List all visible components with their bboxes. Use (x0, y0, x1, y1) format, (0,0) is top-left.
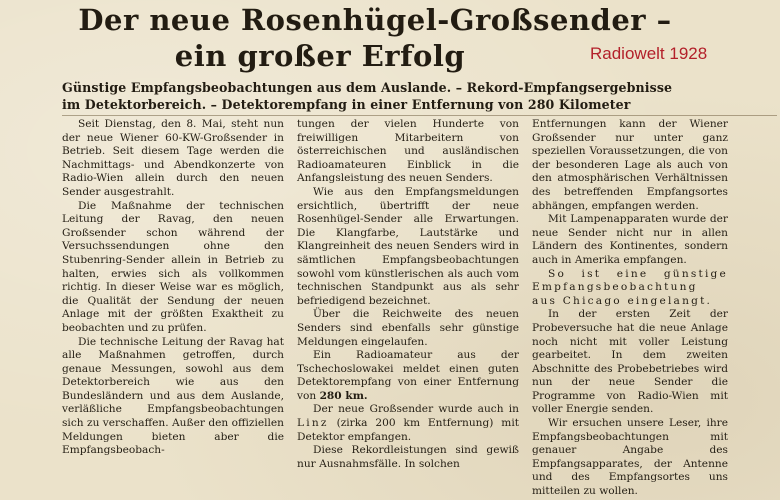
paragraph-text: (zirka 200 km Entfernung) mit Detektor empfangen. (297, 417, 519, 443)
article-column-1 (62, 118, 284, 458)
paragraph-text: Ein Radioamateur aus der Tschechoslowakei meldet einen guten Detektorempfang von einer Entfernung von (297, 349, 519, 402)
article-column-3 (532, 118, 728, 499)
source-tag: Radiowelt 1928 (590, 44, 708, 63)
paragraph: Über die Reichweite des neuen Senders sind ebenfalls sehr günstige Meldungen eingelaufen. (297, 308, 519, 348)
emphasis-chicago: Chicago eingelangt. (562, 294, 713, 307)
paragraph (297, 403, 519, 444)
paragraph: tungen der vielen Hunderte von freiwilligen Mitarbeitern von österreichischen und ausländischen Radioamateuren Einblick in die Anfangsleistung des neuen Senders. (297, 118, 519, 185)
paragraph: Mit Lampenapparaten wurde der neue Sender nicht nur in allen Ländern des Kontinentes, sondern auch in Amerika empfangen. (532, 213, 728, 266)
paragraph (297, 349, 519, 403)
headline-line-1: Der neue Rosenhügel-Großsender – (78, 3, 672, 37)
subheadline-line-1: Günstige Empfangsbeobachtungen aus dem Auslande. – Rekord-Empfangsergebnisse (62, 80, 673, 95)
emphasis-city: Linz (297, 417, 329, 430)
subheadline (62, 79, 777, 113)
paragraph-text: So ist eine günstige Empfangsbeobachtung aus (532, 267, 728, 307)
divider (62, 115, 777, 116)
paragraph (532, 268, 728, 309)
paragraph: In der ersten Zeit der Probeversuche hat die neue Anlage noch nicht mit voller Leistung gearbeitet. In dem zweiten Abschnitte des Probebetriebes wird nun der neue Sender die Programme von Radio-Wien mit voller Energie senden. (532, 308, 728, 416)
paragraph: Seit Dienstag, den 8. Mai, steht nun der neue Wiener 60-KW-Großsender in Betrieb. Seit diesem Tage werden die Nachmittags- und Abendkonzerte von Radio-Wien allein durch den neuen Sender ausgestrahlt. (62, 118, 284, 198)
paragraph: Diese Rekordleistungen sind gewiß nur Ausnahmsfälle. In solchen (297, 444, 519, 470)
paragraph-text: Der neue Großsender wurde auch in (313, 403, 519, 416)
headline-line-2: ein großer Erfolg (174, 39, 466, 73)
emphasis-distance: 280 km. (319, 389, 368, 402)
paragraph: Wie aus den Empfangsmeldungen ersichtlich, übertrifft der neue Rosenhügel-Sender alle Erwartungen. Die Klangfarbe, Lautstärke und Klangreinheit des neuen Senders wird in sämtlichen Empfangsbeobachtungen sowohl vom künstlerischen als auch vom technischen Standpunkt aus als sehr befriedigend bezeichnet. (297, 185, 519, 307)
paragraph: Wir ersuchen unsere Leser, ihre Empfangsbeobachtungen mit genauer Angabe des Empfangsapparates, der Antenne und des Empfangsortes uns mitteilen zu wollen. (532, 417, 728, 498)
paragraph: Die Maßnahme der technischen Leitung der Ravag, den neuen Großsender schon während der Versuchssendungen ohne den Stubenring-Sender allein in Betrieb zu halten, erwies sich als vollkommen richtig. In dieser Weise war es möglich, die Qualität der Sendung der neuen Anlage mit der größten Exaktheit zu beobachten und zu prüfen. (62, 199, 284, 334)
paragraph: Die technische Leitung der Ravag hat alle Maßnahmen getroffen, durch genaue Messungen, sowohl aus dem Detektorbereich wie aus den Bundesländern und aus dem Auslande, verläßliche Empfangsbeobachtungen sich zu verschaffen. Außer den offiziellen Meldungen bieten aber die Empfangsbeobach- (62, 335, 284, 457)
article-column-2 (297, 118, 519, 471)
subheadline-line-2: im Detektorbereich. – Detektorempfang in einer Entfernung von 280 Kilometer (62, 97, 631, 112)
paragraph: Entfernungen kann der Wiener Großsender nur unter ganz speziellen Voraussetzungen, die von der besonderen Lage als auch von den atmosphärischen Verhältnissen des betreffenden Empfangsortes abhängen, empfangen werden. (532, 118, 728, 212)
